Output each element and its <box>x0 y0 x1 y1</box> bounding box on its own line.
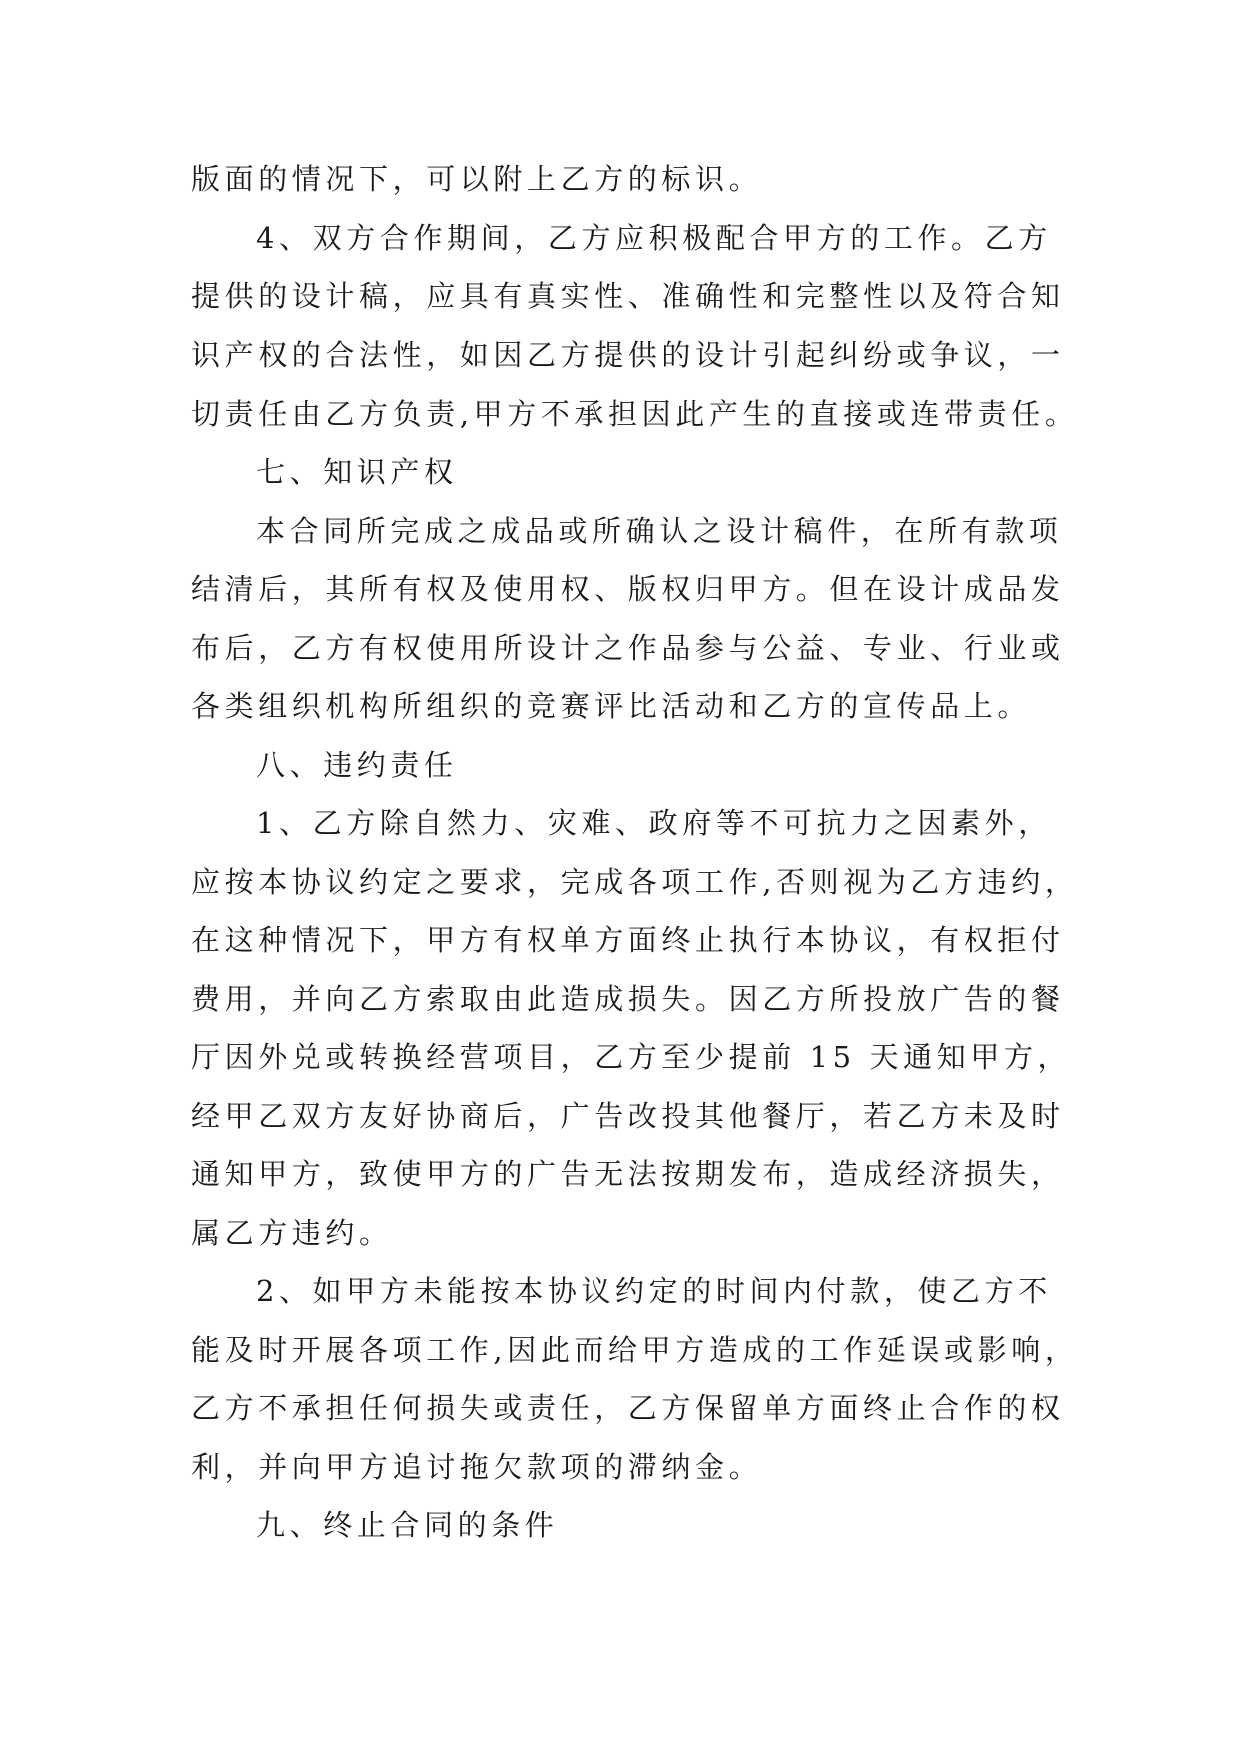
text-line: 结清后，其所有权及使用权、版权归甲方。但在设计成品发 <box>191 572 1065 606</box>
section-heading: 九、终止合同的条件 <box>256 1508 559 1542</box>
text-line: 厅因外兑或转换经营项目，乙方至少提前 15 天通知甲方， <box>191 1040 1072 1074</box>
text-line: 费用，并向乙方索取由此造成损失。因乙方所投放广告的餐 <box>191 982 1065 1016</box>
section-heading: 八、违约责任 <box>256 748 458 782</box>
text-line: 本合同所完成之成品或所确认之设计稿件，在所有款项 <box>256 514 1063 548</box>
text-line: 属乙方违约。 <box>191 1216 393 1250</box>
text-line: 提供的设计稿，应具有真实性、准确性和完整性以及符合知 <box>191 279 1065 313</box>
text-line: 在这种情况下，甲方有权单方面终止执行本协议，有权拒付 <box>191 923 1065 957</box>
text-line: 能及时开展各项工作,因此而给甲方造成的工作延误或影响， <box>191 1333 1079 1367</box>
text-line: 4、双方合作期间，乙方应积极配合甲方的工作。乙方 <box>256 221 1052 255</box>
text-line: 识产权的合法性，如因乙方提供的设计引起纠纷或争议，一 <box>191 338 1065 372</box>
text-line: 应按本协议约定之要求，完成各项工作,否则视为乙方违约， <box>191 865 1079 899</box>
text-line: 经甲乙双方友好协商后，广告改投其他餐厅，若乙方未及时 <box>191 1099 1065 1133</box>
text-line: 布后，乙方有权使用所设计之作品参与公益、专业、行业或 <box>191 631 1065 665</box>
text-line: 通知甲方，致使甲方的广告无法按期发布，造成经济损失， <box>191 1157 1065 1191</box>
text-line: 1、乙方除自然力、灾难、政府等不可抗力之因素外， <box>256 806 1052 840</box>
text-line: 2、如甲方未能按本协议约定的时间内付款，使乙方不 <box>256 1274 1052 1308</box>
section-heading: 七、知识产权 <box>256 455 458 489</box>
text-line: 乙方不承担任何损失或责任，乙方保留单方面终止合作的权 <box>191 1391 1065 1425</box>
text-line: 版面的情况下，可以附上乙方的标识。 <box>191 162 763 196</box>
text-line: 利，并向甲方追讨拖欠款项的滞纳金。 <box>191 1450 763 1484</box>
text-line: 各类组织机构所组织的竞赛评比活动和乙方的宣传品上。 <box>191 689 1032 723</box>
text-line: 切责任由乙方负责,甲方不承担因此产生的直接或连带责任。 <box>191 397 1079 431</box>
